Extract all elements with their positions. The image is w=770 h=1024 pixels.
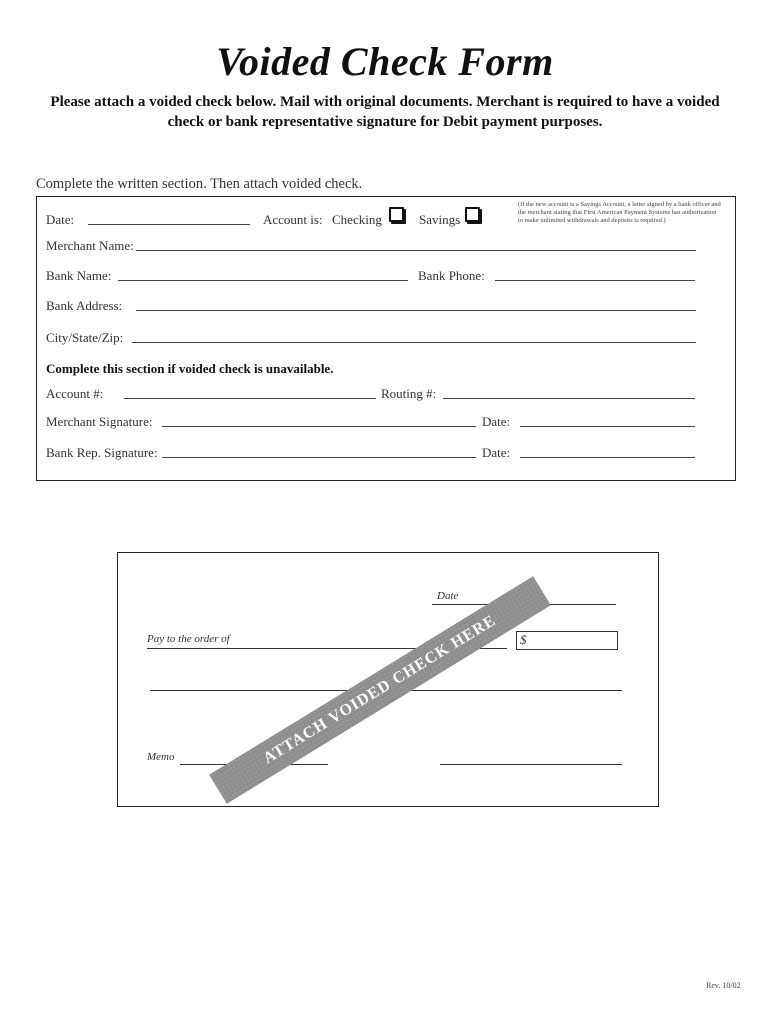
unavailable-section-heading: Complete this section if voided check is unavailable.	[46, 361, 334, 376]
attach-check-ribbon: ATTACH VOIDED CHECK HERE	[209, 576, 551, 804]
merchant-signature-date-field[interactable]	[520, 426, 695, 427]
check-date-label: Date	[437, 590, 459, 602]
bank-rep-signature-field[interactable]	[162, 457, 476, 458]
page-title: Voided Check Form	[216, 39, 554, 84]
written-section-box	[36, 196, 736, 481]
bank-rep-signature-label: Bank Rep. Signature:	[46, 445, 158, 460]
check-signature-line	[440, 764, 622, 765]
account-number-field[interactable]	[124, 398, 376, 399]
instruction-text: Complete the written section. Then attach voided check.	[36, 176, 363, 192]
merchant-signature-date-label: Date:	[482, 414, 511, 429]
merchant-name-field[interactable]	[136, 250, 696, 251]
savings-checkbox[interactable]	[465, 207, 480, 222]
bank-phone-label: Bank Phone:	[418, 268, 485, 283]
savings-note: (If the new account is a Savings Account, a letter signed by a bank officer and the merchant stating that First American Payment Systems has authorization to make unlimited withdrawals and deposits is required.)	[518, 201, 721, 224]
city-state-zip-label: City/State/Zip:	[46, 330, 124, 345]
routing-number-label: Routing #:	[381, 386, 437, 401]
bank-address-field[interactable]	[136, 310, 696, 311]
bank-address-label: Bank Address:	[46, 298, 123, 313]
intro-text: Please attach a voided check below. Mail with original documents. Merchant is required to have a voided check or bank representative signature for Debit payment purposes.	[50, 94, 720, 130]
city-state-zip-field[interactable]	[132, 342, 696, 343]
merchant-name-label: Merchant Name:	[46, 238, 134, 253]
amount-symbol: $	[520, 632, 527, 647]
amount-box	[516, 631, 618, 650]
merchant-signature-field[interactable]	[162, 426, 476, 427]
date-label: Date:	[46, 212, 75, 227]
bank-rep-date-label: Date:	[482, 445, 511, 460]
bank-phone-field[interactable]	[495, 280, 695, 281]
pay-to-label: Pay to the order of	[147, 633, 230, 645]
savings-label: Savings	[419, 212, 461, 227]
checking-checkbox[interactable]	[389, 207, 404, 222]
revision-label: Rev. 10/02	[706, 981, 741, 990]
memo-label: Memo	[147, 751, 175, 763]
bank-name-field[interactable]	[118, 280, 408, 281]
account-is-label: Account is:	[263, 212, 323, 227]
account-number-label: Account #:	[46, 386, 104, 401]
checking-label: Checking	[332, 212, 382, 227]
merchant-signature-label: Merchant Signature:	[46, 414, 153, 429]
date-field[interactable]	[88, 224, 250, 225]
bank-rep-date-field[interactable]	[520, 457, 695, 458]
bank-name-label: Bank Name:	[46, 268, 112, 283]
routing-number-field[interactable]	[443, 398, 695, 399]
